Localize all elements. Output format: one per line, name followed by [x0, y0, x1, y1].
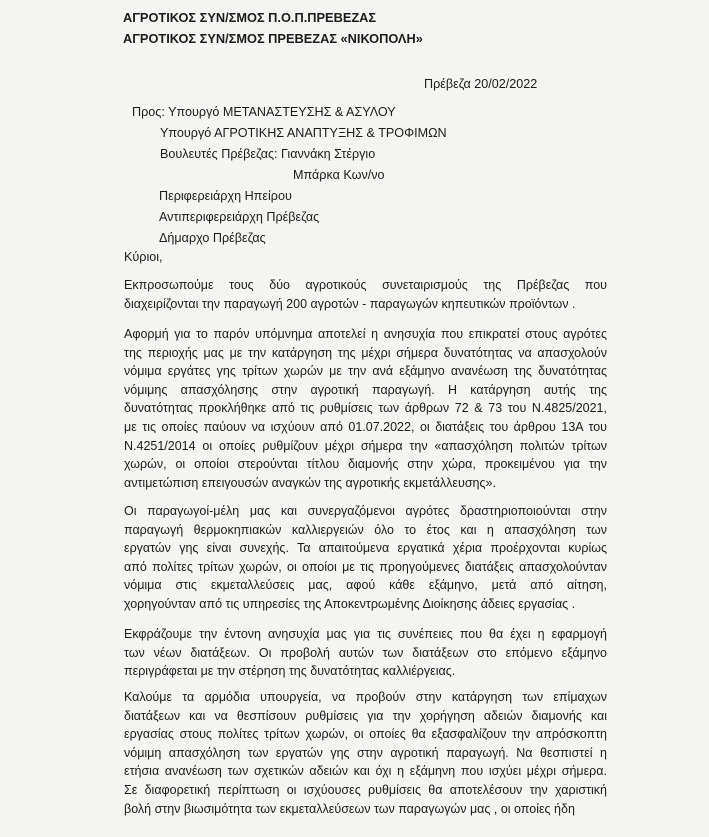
paragraph-line: Καλούμε τα αρμόδια υπουργεία, να προβούν στην κατάργηση των επίμαχων [124, 690, 607, 704]
paragraph-1 [124, 276, 607, 313]
letter-date: Πρέβεζα 20/02/2022 [424, 77, 538, 91]
paragraph-line: νόμιμα στις εκμεταλλεύσεις μας, αφού κάθε εξάμηνο, μετά από αίτηση, [124, 578, 607, 593]
recipient-line: Προς: Υπουργό ΜΕΤΑΝΑΣΤΕΥΣΗΣ & ΑΣΥΛΟΥ [132, 105, 396, 119]
paragraph-line: εργασίας στους πολίτες τρίτων χωρών, οι οποίες θα εξασφαλίζουν την απρόσκοπτη [124, 727, 607, 742]
paragraph-line: ετήσια ανανέωση των σχετικών αδειών και όχι η εξάμηνη που ισχύει μέχρι σήμερα. [124, 764, 607, 779]
salutation: Κύριοι, [124, 250, 163, 264]
paragraph-4 [124, 625, 607, 681]
recipient-line: Βουλευτές Πρέβεζας: Γιαννάκη Στέργιο [160, 147, 376, 161]
recipient-line: Αντιπεριφερειάρχη Πρέβεζας [159, 210, 320, 224]
paragraph-line: διαχειρίζονται την παραγωγή 200 αγροτών - παραγωγών κηπευτικών προϊόντων . [124, 296, 576, 311]
sender-header-line-2: ΑΓΡΟΤΙΚΟΣ ΣΥΝ/ΣΜΟΣ ΠΡΕΒΕΖΑΣ «ΝΙΚΟΠΟΛΗ» [123, 31, 423, 46]
paragraph-line: εργατών γης είναι συνεχής. Τα απαιτούμενα εργατικά χέρια προέρχονται κυρίως [124, 541, 607, 556]
paragraph-line: δυνατότητας προκλήθηκε από τις ρυθμίσεις των άρθρων 72 & 73 του Ν.4825/2021, [124, 401, 607, 416]
recipient-line: Μπάρκα Κων/νο [293, 168, 385, 182]
paragraph-line: χορηγούνταν από τις υπηρεσίες της Αποκεντρωμένης Διοίκησης άδειες εργασίας . [124, 596, 576, 611]
paragraph-line: των νέων διατάξεων. Οι προβολή αυτών των διατάξεων στο επόμενο εξάμηνο [124, 645, 607, 660]
paragraph-line: παραγωγή θερμοκηπιακών καλλιεργειών όλο το έτος και η απασχόληση των [124, 522, 607, 537]
recipient-line: Δήμαρχο Πρέβεζας [159, 231, 266, 245]
paragraph-line: βολή στην βιωσιμότητα των εκμεταλλεύσεων των παραγωγών μας , οι οποίες ήδη [124, 801, 575, 816]
paragraph-5 [124, 688, 607, 818]
paragraph-line: Οι παραγωγοί-μέλη μας και συνεργαζόμενοι αγρότες δραστηριοποιούνται στην [124, 504, 607, 518]
paragraph-line: αντιμετώπιση επειγουσών αναγκών της αγροτικής εκμετάλλευσης». [124, 475, 496, 490]
paragraph-line: της περιοχής μας με την κατάργηση της μέχρι σήμερα δυνατότητας να απασχολούν [124, 345, 607, 360]
paragraph-line: από πολίτες τρίτων χωρών, οι οποίοι με τις προηγούμενες διατάξεις απασχολούνταν [124, 559, 607, 574]
paragraph-2 [124, 325, 607, 492]
paragraph-line: Εκπροσωπούμε τους δύο αγροτικούς συνεταιρισμούς της Πρέβεζας που [124, 278, 607, 292]
recipient-line: Υπουργό ΑΓΡΟΤΙΚΗΣ ΑΝΑΠΤΥΞΗΣ & ΤΡΟΦΙΜΩΝ [160, 126, 447, 140]
paragraph-3 [124, 502, 607, 614]
paragraph-line: Σε διαφορετική περίπτωση οι ισχύουσες ρυθμίσεις θα αποτελέσουν την χαριστική [124, 782, 607, 797]
sender-header-line-1: ΑΓΡΟΤΙΚΟΣ ΣΥΝ/ΣΜΟΣ Π.Ο.Π.ΠΡΕΒΕΖΑΣ [123, 10, 377, 25]
paragraph-line: με τις οποίες παύουν να ισχύουν από 01.07.2022, οι διατάξεις του άρθρου 13Α του [124, 419, 607, 434]
paragraph-line: νόμιμα εργάτες γης τρίτων χωρών με την ανά εξάμηνο ανανέωση της δυνατότητας [124, 364, 607, 379]
paragraph-line: Εκφράζουμε την έντονη ανησυχία μας για τις συνέπειες που θα έχει η εφαρμογή [124, 627, 607, 641]
paragraph-line: νόμιμης απασχόλησης στην αγροτική παραγωγή. Η κατάργηση αυτής της [124, 382, 607, 397]
paragraph-line: νόμιμη απασχόληση των εργατών γης στην αγροτική παραγωγή. Να θεσπιστεί η [124, 745, 607, 760]
paragraph-line: χωρών, οι οποίοι στερούνται τίτλου διαμονής στην χώρα, προκειμένου για την [124, 457, 607, 472]
recipient-line: Περιφερειάρχη Ηπείρου [159, 189, 292, 203]
paragraph-line: περιγράφεται με την στέρηση της δυνατότητας καλλιέργειας. [124, 664, 456, 679]
paragraph-line: Αφορμή για το παρόν υπόμνημα αποτελεί η ανησυχία που επικρατεί στους αγρότες [124, 327, 607, 341]
paragraph-line: Ν.4251/2014 οι οποίες ρυθμίζουν μέχρι σήμερα την «απασχόληση πολιτών τρίτων [124, 438, 607, 453]
paragraph-line: διατάξεων και να θεσπίσουν ρυθμίσεις για την χορήγηση αδειών διαμονής και [124, 708, 607, 723]
